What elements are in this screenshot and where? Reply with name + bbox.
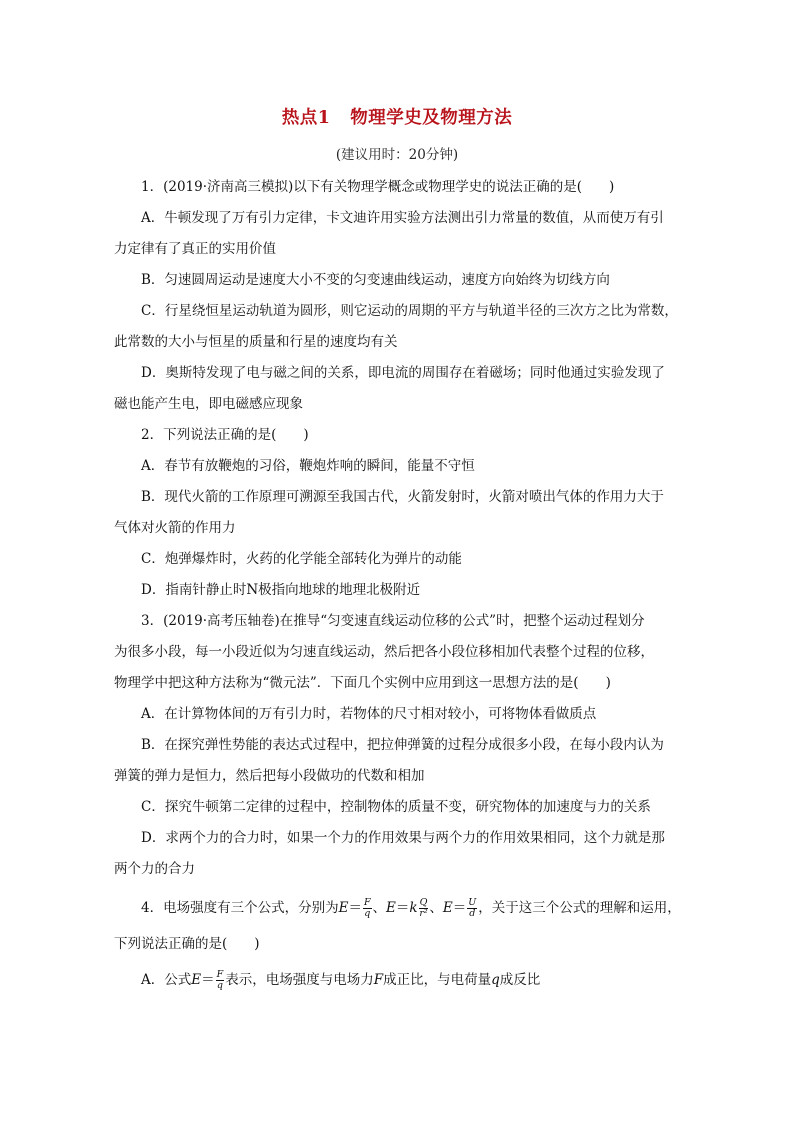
q2-option-a: A．春节有放鞭炮的习俗，鞭炮炸响的瞬间，能量不守恒 xyxy=(141,458,475,474)
q3-option-d-cont: 两个力的合力 xyxy=(114,861,195,877)
title-main: 物理学史及物理方法 xyxy=(350,108,513,128)
q1-option-a: A．牛顿发现了万有引力定律，卡文迪许用实验方法测出引力常量的数值，从而使万有引 xyxy=(141,210,664,226)
q1-option-c-cont: 此常数的大小与恒星的质量和行星的速度均有关 xyxy=(114,334,398,350)
fraction-numerator: F xyxy=(216,969,224,980)
time-hint: (建议用时：20分钟) xyxy=(335,147,459,163)
symbol-q: q xyxy=(491,972,500,988)
title-prefix: 热点1 xyxy=(281,108,331,128)
q1-option-b: B．匀速圆周运动是速度大小不变的匀变速曲线运动，速度方向始终为切线方向 xyxy=(141,272,610,288)
formula-e-symbol: E xyxy=(338,900,349,916)
equals-sign: ＝ xyxy=(395,900,410,916)
fraction-q-over-r2 xyxy=(419,898,429,919)
fraction-f-over-q xyxy=(363,898,372,919)
option-a-prefix: A．公式 xyxy=(141,972,192,988)
fraction-f-over-q xyxy=(216,970,225,991)
q1-option-d-cont: 磁也能产生电，即电磁感应现象 xyxy=(114,396,303,412)
formula-e-symbol: E xyxy=(191,972,202,988)
fraction-numerator: U xyxy=(468,897,477,908)
fraction-u-over-d xyxy=(467,898,477,919)
option-a-end: 成反比 xyxy=(499,972,541,988)
separator: 、 xyxy=(372,900,387,916)
option-a-text-2: 成正比，与电荷量 xyxy=(383,972,492,988)
q4-stem-text: 4．电场强度有三个公式，分别为 xyxy=(141,900,339,916)
q4-stem-cont: 下列说法正确的是( ) xyxy=(114,936,260,952)
q3-stem: 3．(2019·高考压轴卷)在推导“匀变速直线运动位移的公式”时，把整个运动过程划分 xyxy=(141,613,645,629)
equals-sign: ＝ xyxy=(452,900,467,916)
fraction-denominator: q xyxy=(364,908,371,919)
q2-stem: 2．下列说法正确的是( ) xyxy=(141,427,309,443)
equals-sign: ＝ xyxy=(201,972,215,988)
fraction-denominator: q xyxy=(216,980,223,991)
q3-option-c: C．探究牛顿第二定律的过程中，控制物体的质量不变，研究物体的加速度与力的关系 xyxy=(141,799,651,815)
q3-stem-cont-1: 为很多小段，每一小段近似为匀速直线运动，然后把各小段位移相加代表整个过程的位移， xyxy=(114,644,654,660)
q2-option-b-cont: 气体对火箭的作用力 xyxy=(114,520,236,536)
q3-option-a: A．在计算物体间的万有引力时，若物体的尺寸相对较小，可将物体看做质点 xyxy=(141,706,597,722)
q1-stem: 1．(2019·济南高三模拟)以下有关物理学概念或物理学史的说法正确的是( ) xyxy=(141,179,615,195)
symbol-f: F xyxy=(373,972,384,988)
option-a-text: 表示，电场强度与电场力 xyxy=(225,972,374,988)
q2-option-c: C．炮弹爆炸时，火药的化学能全部转化为弹片的动能 xyxy=(141,551,462,567)
q1-option-a-cont: 力定律有了真正的实用价值 xyxy=(114,241,276,257)
q1-option-c: C．行星绕恒星运动轨道为圆形，则它运动的周期的平方与轨道半径的三次方之比为常数， xyxy=(141,303,678,319)
fraction-denominator: d xyxy=(469,908,476,919)
formula-e-symbol: E xyxy=(386,900,396,916)
q3-option-d: D．求两个力的合力时，如果一个力的作用效果与两个力的作用效果相同，这个力就是那 xyxy=(141,830,665,846)
constant-k: k xyxy=(409,900,418,916)
q4-option-a xyxy=(141,970,684,991)
q1-option-d: D．奥斯特发现了电与磁之间的关系，即电流的周围存在着磁场；同时他通过实验发现了 xyxy=(141,365,665,381)
equals-sign: ＝ xyxy=(348,900,362,916)
fraction-numerator: F xyxy=(363,897,371,908)
q2-option-d: D．指南针静止时N极指向地球的地理北极附近 xyxy=(141,582,421,598)
formula-e-symbol: E xyxy=(442,900,453,916)
fraction-numerator: Q xyxy=(419,897,428,908)
q3-option-b-cont: 弹簧的弹力是恒力，然后把每小段做功的代数和相加 xyxy=(114,768,425,784)
q4-stem-end: ，关于这三个公式的理解和运用， xyxy=(478,900,681,916)
separator: 、 xyxy=(429,900,443,916)
page-title xyxy=(0,104,794,129)
q3-option-b: B．在探究弹性势能的表达式过程中，把拉伸弹簧的过程分成很多小段，在每小段内认为 xyxy=(141,737,664,753)
fraction-denominator: r² xyxy=(419,908,428,919)
q3-stem-cont-2: 物理学中把这种方法称为“微元法”．下面几个实例中应用到这一思想方法的是( ) xyxy=(114,675,611,691)
q2-option-b: B．现代火箭的工作原理可溯源至我国古代，火箭发射时，火箭对喷出气体的作用力大于 xyxy=(141,489,664,505)
q4-stem xyxy=(141,898,684,919)
